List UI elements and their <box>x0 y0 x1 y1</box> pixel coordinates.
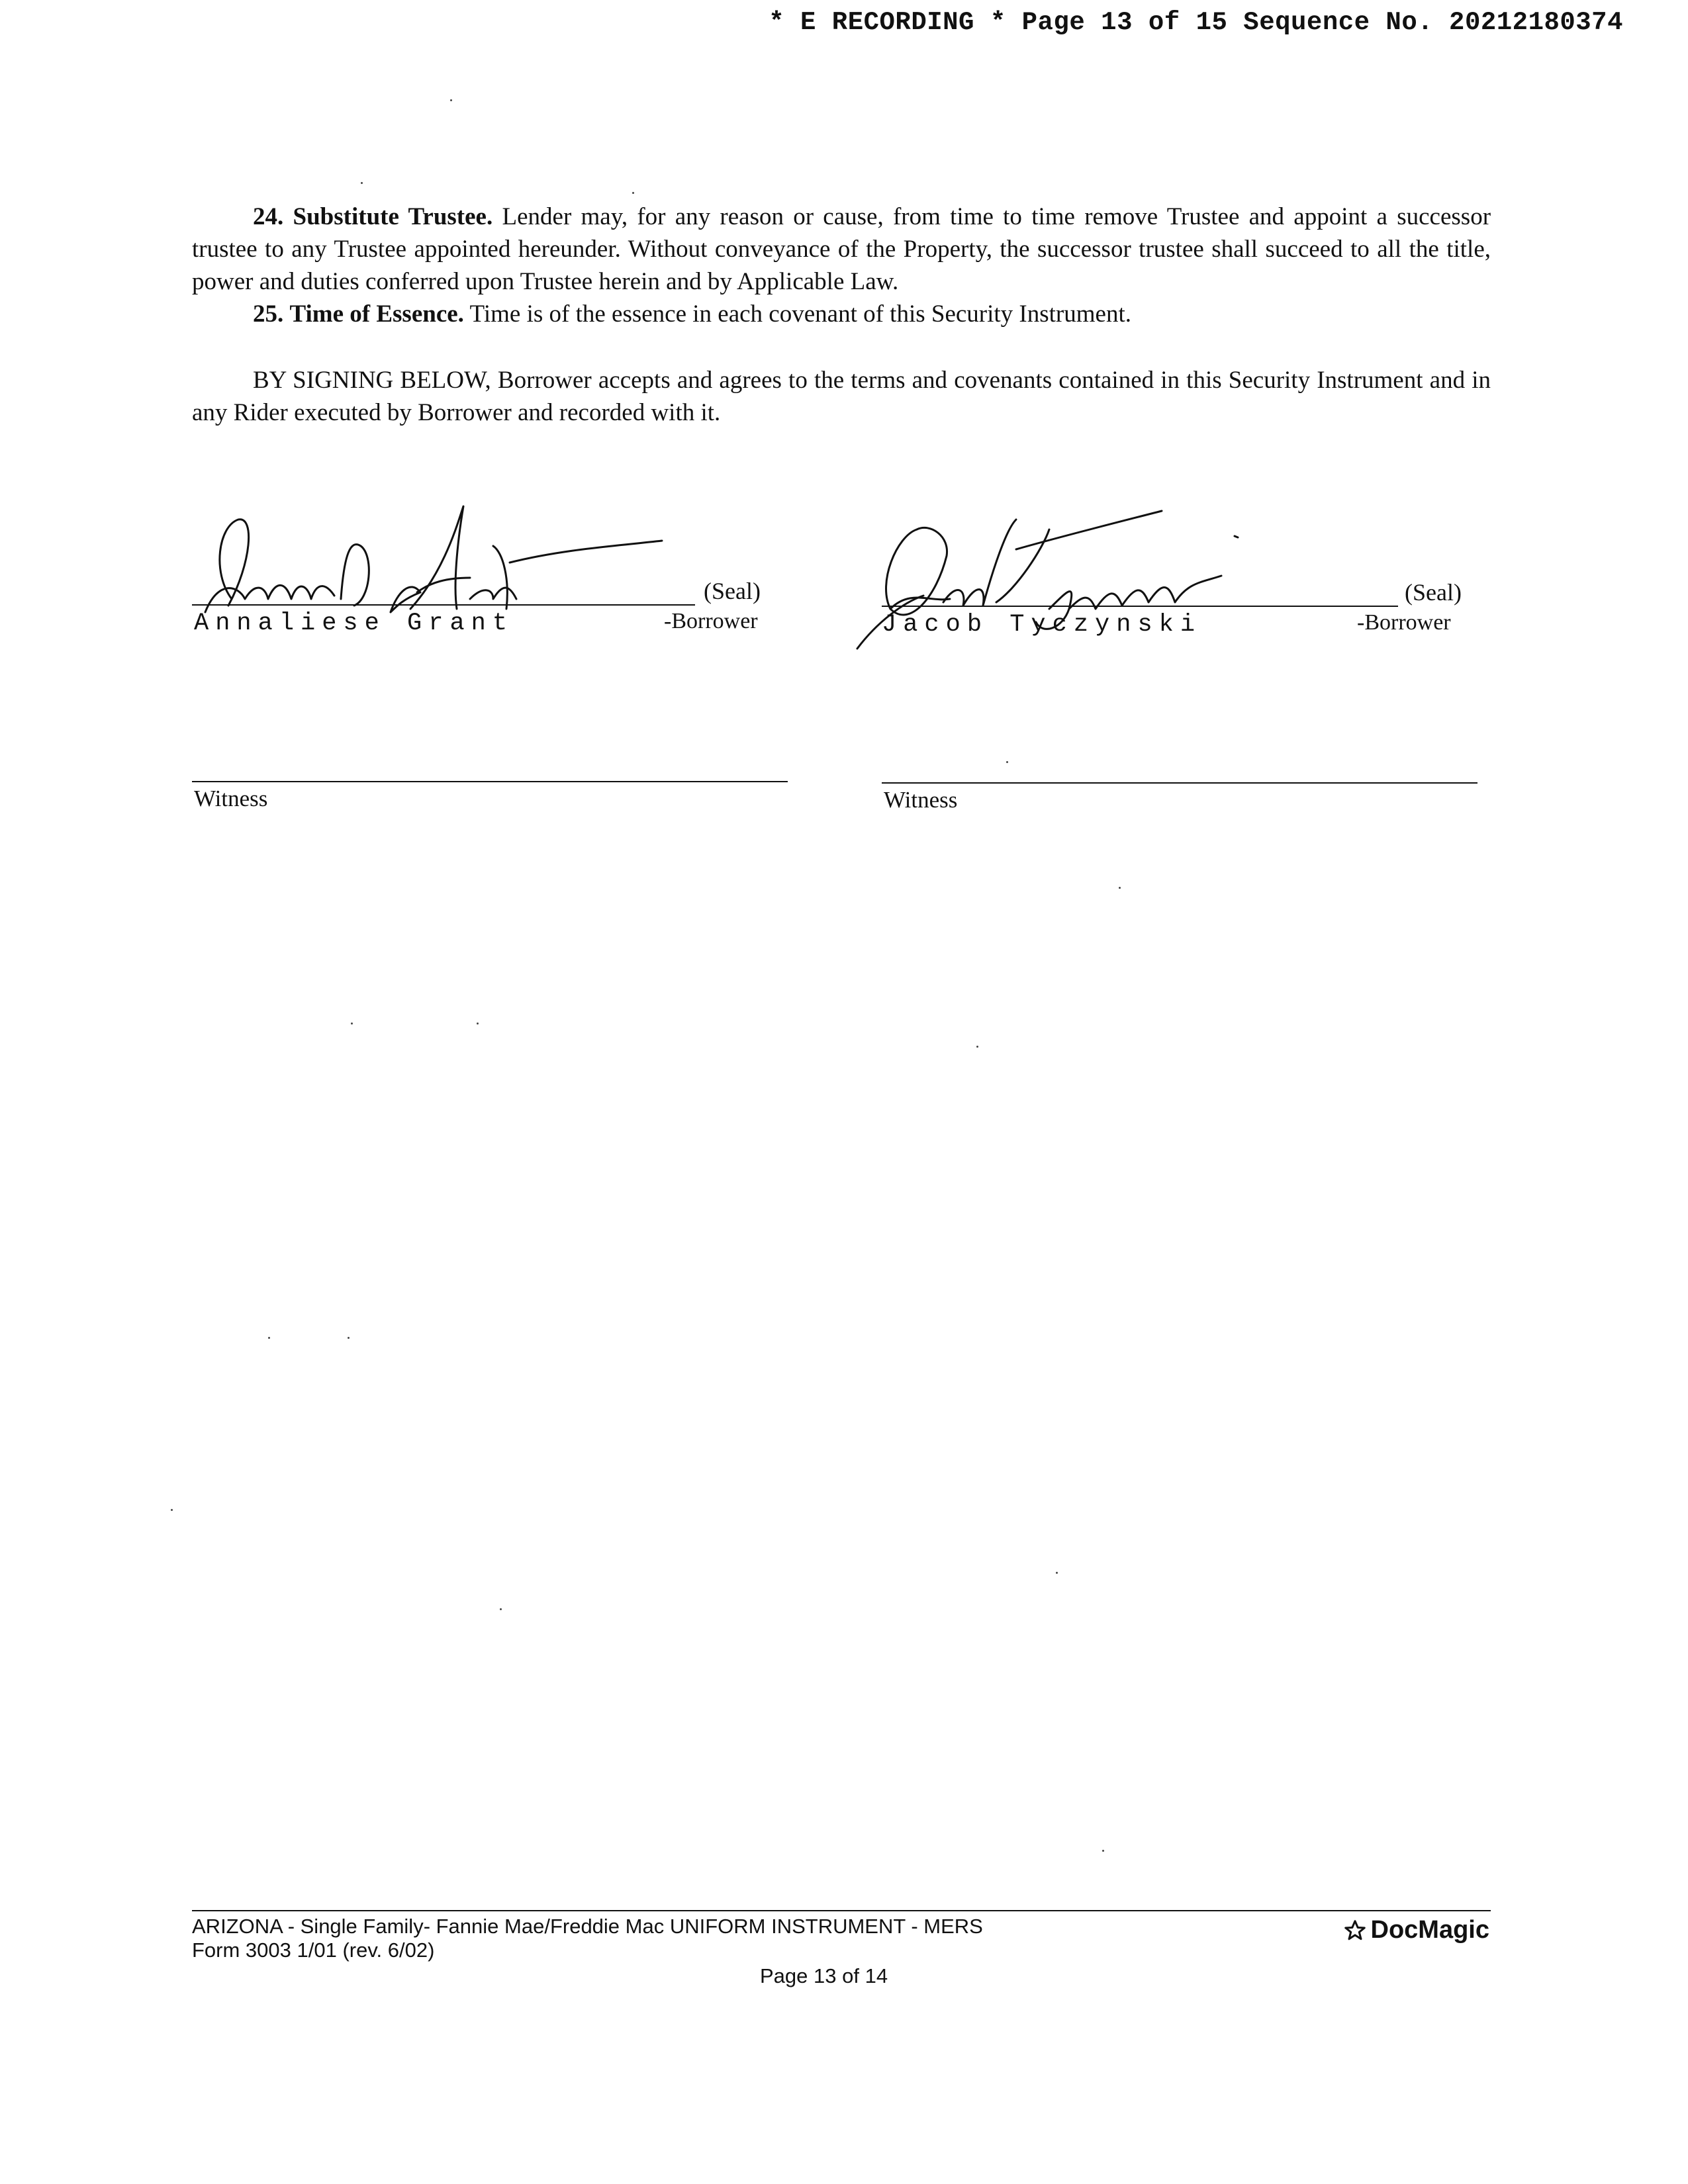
scan-speck <box>351 1023 353 1024</box>
borrower-role: -Borrower <box>1357 610 1451 635</box>
scan-speck <box>976 1046 978 1048</box>
form-identifier <box>192 1915 983 1962</box>
scan-speck <box>450 99 452 101</box>
borrower-role: -Borrower <box>664 609 758 633</box>
signature-line <box>882 606 1398 607</box>
signer-name: Annaliese Grant <box>194 610 514 637</box>
docmagic-logo <box>1343 1916 1489 1944</box>
form-number: Form 3003 1/01 (rev. 6/02) <box>192 1938 435 1962</box>
scan-speck <box>1119 887 1121 889</box>
clauses-section <box>192 201 1491 330</box>
star-outline-icon <box>1343 1919 1367 1942</box>
clause-25 <box>192 298 1491 330</box>
seal-label: (Seal) <box>1405 579 1462 606</box>
acceptance-paragraph: BY SIGNING BELOW, Borrower accepts and agrees to the terms and covenants contained in this Security Instrument and in any Rider executed by Borrower and recorded with it. <box>192 367 1491 426</box>
footer-rule <box>192 1910 1491 1911</box>
form-title: ARIZONA - Single Family- Fannie Mae/Freddie Mac UNIFORM INSTRUMENT - MERS <box>192 1915 983 1938</box>
clause-24 <box>192 201 1491 298</box>
scan-speck <box>171 1509 173 1511</box>
scan-speck <box>361 182 363 184</box>
witness-line <box>192 781 788 782</box>
witness-label: Witness <box>194 786 268 811</box>
clause-text: Time is of the essence in each covenant of this Security Instrument. <box>469 300 1131 328</box>
witness-line <box>882 782 1477 784</box>
scan-speck <box>500 1608 502 1610</box>
scan-speck <box>1006 761 1008 763</box>
acceptance-section <box>192 364 1491 429</box>
clause-number: 25. <box>253 300 284 328</box>
handwritten-signature <box>192 500 675 619</box>
scan-speck <box>1102 1850 1104 1852</box>
brand-name: DocMagic <box>1370 1916 1489 1944</box>
page-number: Page 13 of 14 <box>760 1964 888 1987</box>
scan-speck <box>632 192 634 194</box>
signature-line <box>192 604 695 606</box>
clause-text: Lender may, for any reason or cause, from time to time remove Trustee and appoint a successor trustee to any Trustee appointed hereunder. Without conveyance of the Property, the successor trustee shall succeed to all the title, power and duties conferred upon Trustee herein and by Applicable Law. <box>192 203 1491 295</box>
scan-speck <box>268 1337 270 1339</box>
signer-name: Jacob Tyczynski <box>882 611 1202 639</box>
scan-speck <box>477 1023 479 1024</box>
clause-number: 24. <box>253 203 284 230</box>
clause-heading: Time of Essence. <box>289 300 464 328</box>
recording-stamp: * E RECORDING * Page 13 of 15 Sequence No. 20212180374 <box>769 8 1623 37</box>
scan-speck <box>1056 1572 1058 1574</box>
scan-speck <box>348 1337 350 1339</box>
witness-label: Witness <box>884 787 958 813</box>
clause-heading: Substitute Trustee. <box>293 203 493 230</box>
seal-label: (Seal) <box>704 578 761 604</box>
